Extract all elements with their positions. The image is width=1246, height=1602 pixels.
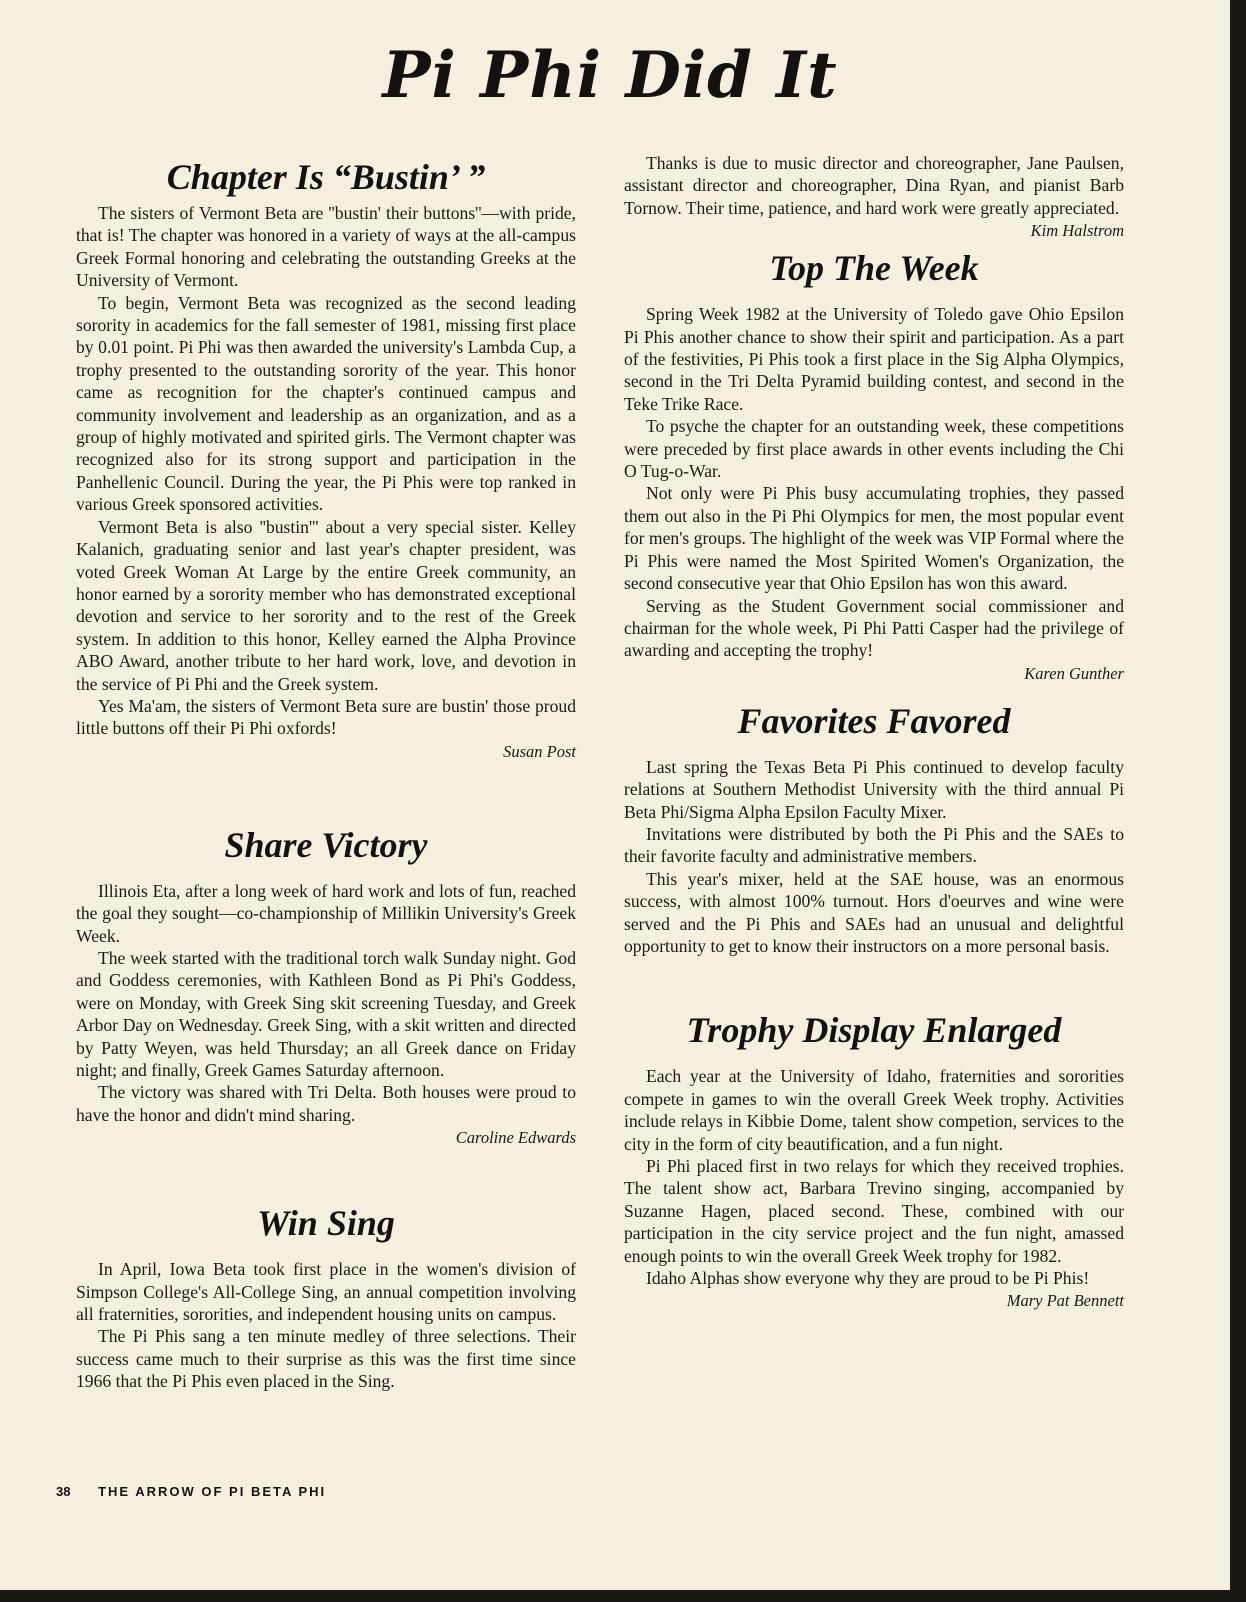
article-byline: Karen Gunther — [1024, 663, 1124, 683]
article-byline: Caroline Edwards — [455, 1128, 576, 1148]
article-paragraph: Each year at the University of Idaho, fraternities and sororities compete in games to win the overall Greek Week trophy. Activities include relays in Kibbie Dome, talent show competion, services to the city in the form of city beautification, and a fun night. — [624, 1066, 1124, 1154]
article-paragraph: The sisters of Vermont Beta are ''bustin' their buttons''—with pride, that is! The chapter was honored in a variety of ways at the all-campus Greek Formal honoring and celebrating the outstanding Greeks at the University of Vermont. — [76, 203, 576, 291]
article-paragraph: The Pi Phis sang a ten minute medley of three selections. Their success came much to their surprise as this was the first time since 1966 that the Pi Phis even placed in the Sing. — [76, 1326, 576, 1392]
article-share-victory — [76, 820, 576, 1150]
article-byline: Susan Post — [503, 741, 576, 761]
article-paragraph: To psyche the chapter for an outstanding week, these competitions were preceded by first place awards in other events including the Chi O Tug-o-War. — [624, 416, 1124, 482]
article-continued — [624, 152, 1124, 243]
article-heading: Share Victory — [224, 824, 428, 865]
article-paragraph: Yes Ma'am, the sisters of Vermont Beta sure are bustin' those proud little buttons off their Pi Phi oxfords! — [76, 695, 576, 739]
article-paragraph: Serving as the Student Government social commissioner and chairman for the whole week, Pi Phi Patti Casper had the privilege of awarding and accepting the trophy! — [624, 595, 1124, 661]
article-heading: Trophy Display Enlarged — [686, 1010, 1062, 1051]
article-paragraph: Not only were Pi Phis busy accumulating trophies, they passed them out also in the Pi Phi Olympics for men, the most popular event for men's groups. The highlight of the week was VIP Formal where the Pi Phis were named the Most Spirited Women's Organization, the second consecutive year that Ohio Epsilon has won this award. — [624, 483, 1124, 594]
article-paragraph: The victory was shared with Tri Delta. Both houses were proud to have the honor and didn't mind sharing. — [76, 1082, 576, 1125]
article-paragraph: This year's mixer, held at the SAE house, was an enormous success, with almost 100% turnout. Hors d'oeurves and wine were served and the Pi Phis and SAEs had an unusual and delightful opportunity to get to know their instructors on a more personal basis. — [624, 868, 1124, 956]
right-column — [624, 152, 1124, 1313]
article-win-sing — [76, 1198, 576, 1392]
page-title: Pi Phi Did It — [382, 38, 838, 113]
article-heading: Chapter Is “Bustin’ ” — [166, 157, 486, 197]
article-paragraph: Illinois Eta, after a long week of hard work and lots of fun, reached the goal they sought—co-championship of Millikin University's Greek Week. — [76, 880, 576, 946]
article-paragraph: To begin, Vermont Beta was recognized as the second leading sorority in academics for the fall semester of 1981, missing first place by 0.01 point. Pi Phi was then awarded the university's Lambda Cup, a trophy presented to the outstanding sorority of the year. This honor came as recognition for the chapter's continued campus and community involvement and leadership as an organization, and as a group of highly motivated and spirited girls. The Vermont chapter was recognized also for its strong support and participation in the Panhellenic Council. During the year, the Pi Phis were top ranked in various Greek sponsored activities. — [76, 292, 576, 515]
article-trophy-display-enlarged — [624, 1005, 1124, 1313]
article-paragraph: Spring Week 1982 at the University of Toledo gave Ohio Epsilon Pi Phis another chance to show their spirit and participation. As a part of the festivities, Pi Phis took a first place in the Sig Alpha Olympics, second in the Tri Delta Pyramid building contest, and second in the Teke Trike Race. — [624, 304, 1124, 414]
article-paragraph: Idaho Alphas show everyone why they are proud to be Pi Phis! — [646, 1268, 1090, 1289]
article-top-the-week — [624, 243, 1124, 686]
article-paragraph: Invitations were distributed by both the Pi Phis and the SAEs to their favorite faculty and administrative members. — [624, 823, 1124, 867]
article-chapter-is-bustin — [76, 152, 576, 764]
article-byline: Kim Halstrom — [1030, 221, 1124, 241]
left-column — [76, 152, 576, 1393]
page-number: 38 — [56, 1484, 71, 1499]
article-paragraph: Thanks is due to music director and choreographer, Jane Paulsen, assistant director and choreographer, Dina Ryan, and pianist Barb Tornow. Their time, patience, and hard work were greatly appreciated. — [624, 153, 1124, 218]
article-heading: Favorites Favored — [737, 700, 1011, 741]
article-favorites-favored — [624, 696, 1124, 958]
article-heading: Top The Week — [769, 248, 979, 289]
article-byline: Mary Pat Bennett — [1006, 1291, 1124, 1311]
article-paragraph: Last spring the Texas Beta Pi Phis continued to develop faculty relations at Southern Methodist University with the third annual Pi Beta Phi/Sigma Alpha Epsilon Faculty Mixer. — [624, 756, 1124, 822]
publication-name: THE ARROW OF PI BETA PHI — [98, 1484, 327, 1499]
article-paragraph: The week started with the traditional torch walk Sunday night. God and Goddess ceremonies, with Kathleen Bond as Pi Phi's Goddess, were on Monday, with Greek Sing skit screening Tuesday, and Greek Arbor Day on Wednesday. Greek Sing, with a skit written and directed by Patty Weyen, was held Thursday; an all Greek dance on Friday night; and finally, Greek Games Saturday afternoon. — [76, 947, 576, 1080]
article-heading: Win Sing — [257, 1203, 395, 1244]
article-paragraph: In April, Iowa Beta took first place in the women's division of Simpson College's All-College Sing, an annual competition involving all fraternities, sororities, and independent housing units on campus. — [76, 1259, 576, 1325]
page-footer — [56, 1484, 326, 1499]
article-paragraph: Vermont Beta is also ''bustin''' about a very special sister. Kelley Kalanich, graduating senior and last year's chapter president, was voted Greek Woman At Large by the entire Greek community, an honor earned by a sorority member who has demonstrated exceptional devotion and service to her sorority and to the rest of the Greek system. In addition to this honor, Kelley earned the Alpha Province ABO Award, another tribute to her hard work, love, and devotion in the service of Pi Phi and the Greek system. — [76, 516, 576, 694]
article-paragraph: Pi Phi placed first in two relays for which they received trophies. The talent show act, Barbara Trevino singing, accompanied by Suzanne Hagen, placed second. These, combined with our participation in the city service project and the fun night, amassed enough points to win the overall Greek Week trophy for 1982. — [624, 1156, 1124, 1266]
